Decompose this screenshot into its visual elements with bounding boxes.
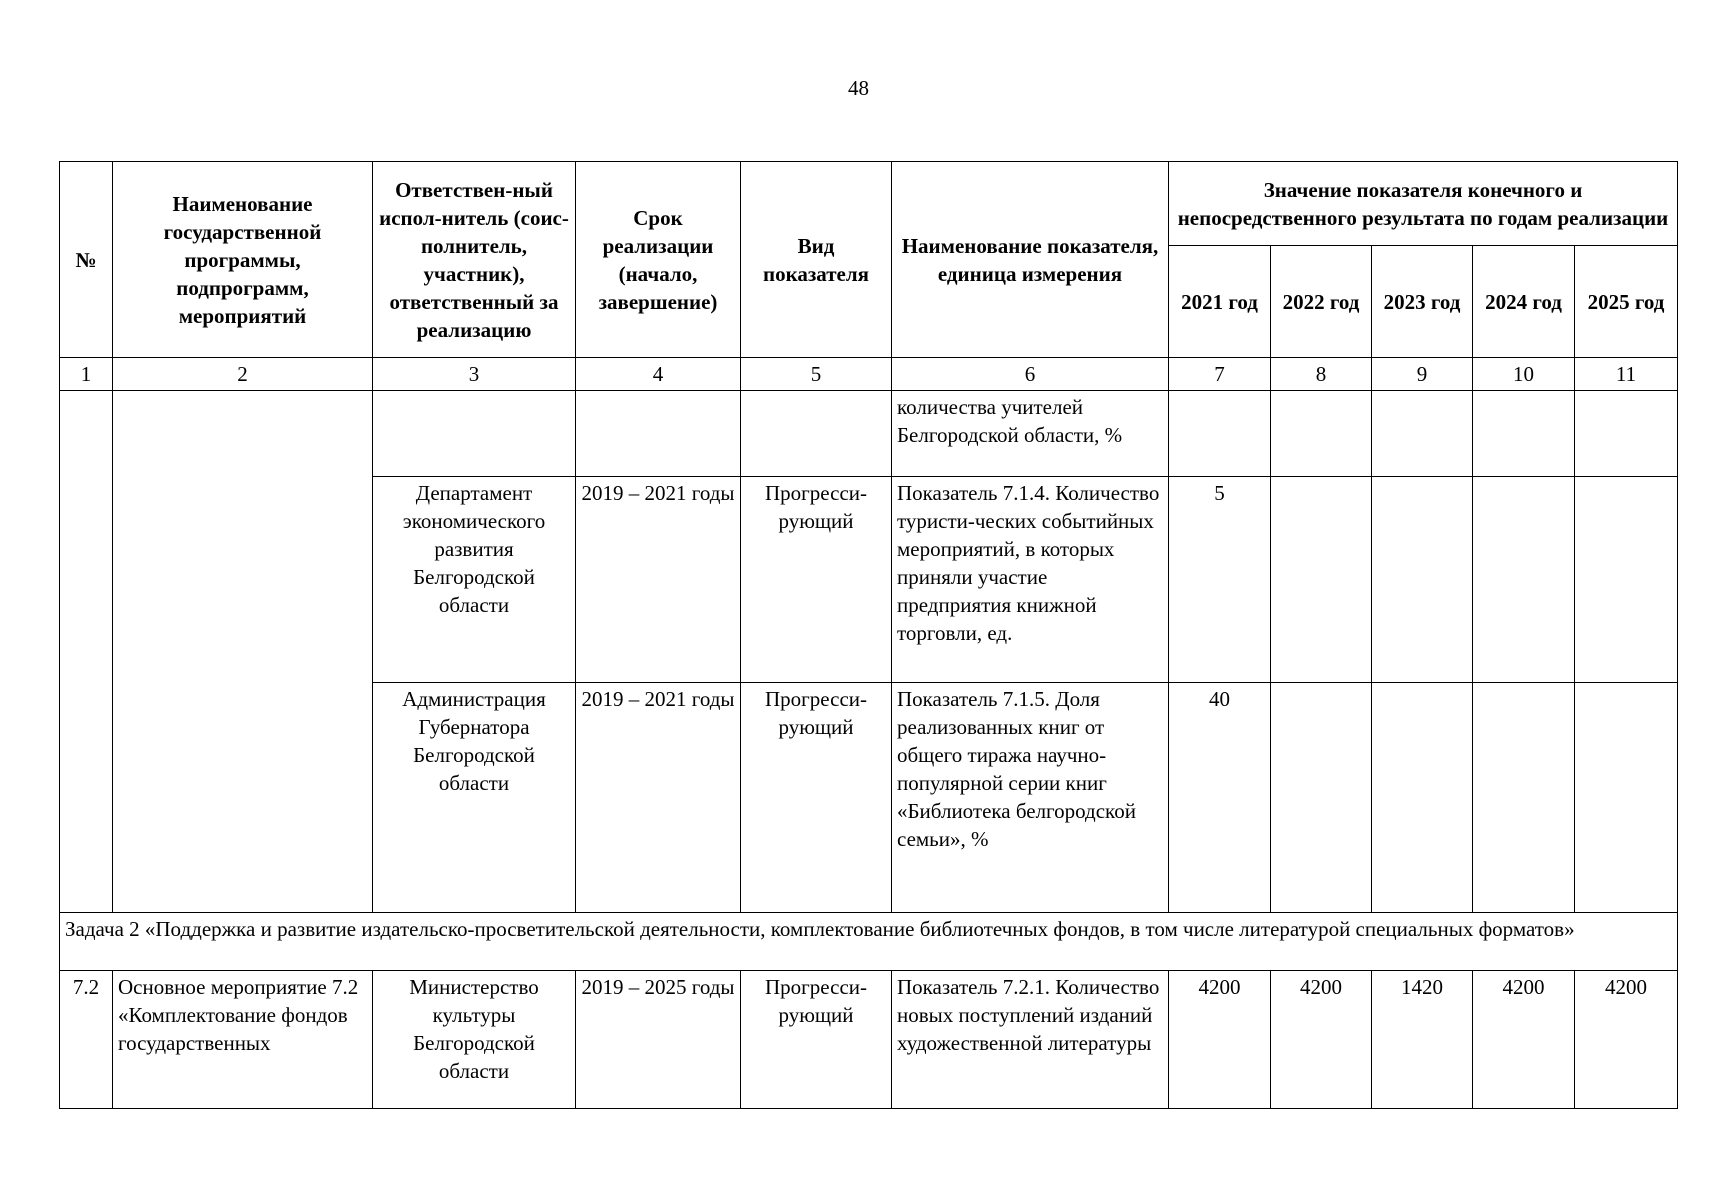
column-number: 3 xyxy=(373,358,576,391)
value-2023-cell: 1420 xyxy=(1372,971,1473,1109)
row-no-cell: 7.2 xyxy=(60,971,113,1109)
executor-cell: Министерство культуры Белгородской области xyxy=(373,971,576,1109)
indicator-name-cell: Показатель 7.2.1. Количество новых поступлений изданий художественной литературы xyxy=(892,971,1169,1109)
term-cell xyxy=(576,391,741,477)
header-executor: Ответствен-ный испол-нитель (соис-полнитель, участник), ответственный за реализацию xyxy=(373,162,576,358)
term-cell: 2019 – 2021 годы xyxy=(576,477,741,683)
value-2021-cell: 4200 xyxy=(1169,971,1271,1109)
column-number: 4 xyxy=(576,358,741,391)
term-cell: 2019 – 2025 годы xyxy=(576,971,741,1109)
indicator-type-cell: Прогресси-рующий xyxy=(741,477,892,683)
table-row xyxy=(60,391,1678,477)
header-year-2023: 2023 год xyxy=(1372,246,1473,358)
value-2025-cell xyxy=(1575,391,1678,477)
value-2023-cell xyxy=(1372,391,1473,477)
column-number-row xyxy=(60,358,1678,391)
value-2023-cell xyxy=(1372,477,1473,683)
indicator-name-cell: Показатель 7.1.4. Количество туристи-ческих событийных мероприятий, в которых приняли участие предприятия книжной торговли, ед. xyxy=(892,477,1169,683)
header-year-2024: 2024 год xyxy=(1473,246,1575,358)
value-2022-cell xyxy=(1271,391,1372,477)
value-2023-cell xyxy=(1372,683,1473,913)
value-2025-cell xyxy=(1575,683,1678,913)
value-2022-cell xyxy=(1271,683,1372,913)
term-cell: 2019 – 2021 годы xyxy=(576,683,741,913)
column-number: 6 xyxy=(892,358,1169,391)
program-cell: Основное мероприятие 7.2 «Комплектование фондов государственных xyxy=(113,971,373,1109)
header-indicator-type: Вид показателя xyxy=(741,162,892,358)
column-number: 11 xyxy=(1575,358,1678,391)
row-no-cell xyxy=(60,391,113,913)
executor-cell xyxy=(373,391,576,477)
value-2022-cell: 4200 xyxy=(1271,971,1372,1109)
column-number: 7 xyxy=(1169,358,1271,391)
column-number: 1 xyxy=(60,358,113,391)
value-2024-cell xyxy=(1473,683,1575,913)
value-2022-cell xyxy=(1271,477,1372,683)
value-2024-cell xyxy=(1473,477,1575,683)
value-2021-cell: 40 xyxy=(1169,683,1271,913)
value-2024-cell xyxy=(1473,391,1575,477)
value-2021-cell: 5 xyxy=(1169,477,1271,683)
column-number: 9 xyxy=(1372,358,1473,391)
header-values-by-year: Значение показателя конечного и непосредственного результата по годам реализации xyxy=(1169,162,1678,246)
indicator-type-cell xyxy=(741,391,892,477)
column-number: 2 xyxy=(113,358,373,391)
task-heading-row xyxy=(60,913,1678,971)
header-row-1 xyxy=(60,162,1678,246)
header-indicator-name: Наименование показателя, единица измерения xyxy=(892,162,1169,358)
header-year-2021: 2021 год xyxy=(1169,246,1271,358)
header-term: Срок реализации (начало, завершение) xyxy=(576,162,741,358)
header-no: № xyxy=(60,162,113,358)
task-2-heading: Задача 2 «Поддержка и развитие издательско-просветительской деятельности, комплектование библиотечных фондов, в том числе литературой специальных форматов» xyxy=(60,913,1678,971)
column-number: 5 xyxy=(741,358,892,391)
column-number: 10 xyxy=(1473,358,1575,391)
header-program: Наименование государственной программы, подпрограмм, мероприятий xyxy=(113,162,373,358)
indicator-type-cell: Прогресси-рующий xyxy=(741,683,892,913)
indicator-name-cell: Показатель 7.1.5. Доля реализованных книг от общего тиража научно-популярной серии книг «Библиотека белгородской семьи», % xyxy=(892,683,1169,913)
value-2024-cell: 4200 xyxy=(1473,971,1575,1109)
header-year-2022: 2022 год xyxy=(1271,246,1372,358)
column-number: 8 xyxy=(1271,358,1372,391)
header-year-2025: 2025 год xyxy=(1575,246,1678,358)
indicators-table xyxy=(59,161,1678,1109)
executor-cell: Администрация Губернатора Белгородской области xyxy=(373,683,576,913)
value-2025-cell: 4200 xyxy=(1575,971,1678,1109)
value-2021-cell xyxy=(1169,391,1271,477)
table-row xyxy=(60,971,1678,1109)
executor-cell: Департамент экономического развития Белгородской области xyxy=(373,477,576,683)
program-cell xyxy=(113,391,373,913)
indicator-name-cell: количества учителей Белгородской области, % xyxy=(892,391,1169,477)
page-number: 48 xyxy=(848,76,869,100)
value-2025-cell xyxy=(1575,477,1678,683)
indicator-type-cell: Прогресси-рующий xyxy=(741,971,892,1109)
